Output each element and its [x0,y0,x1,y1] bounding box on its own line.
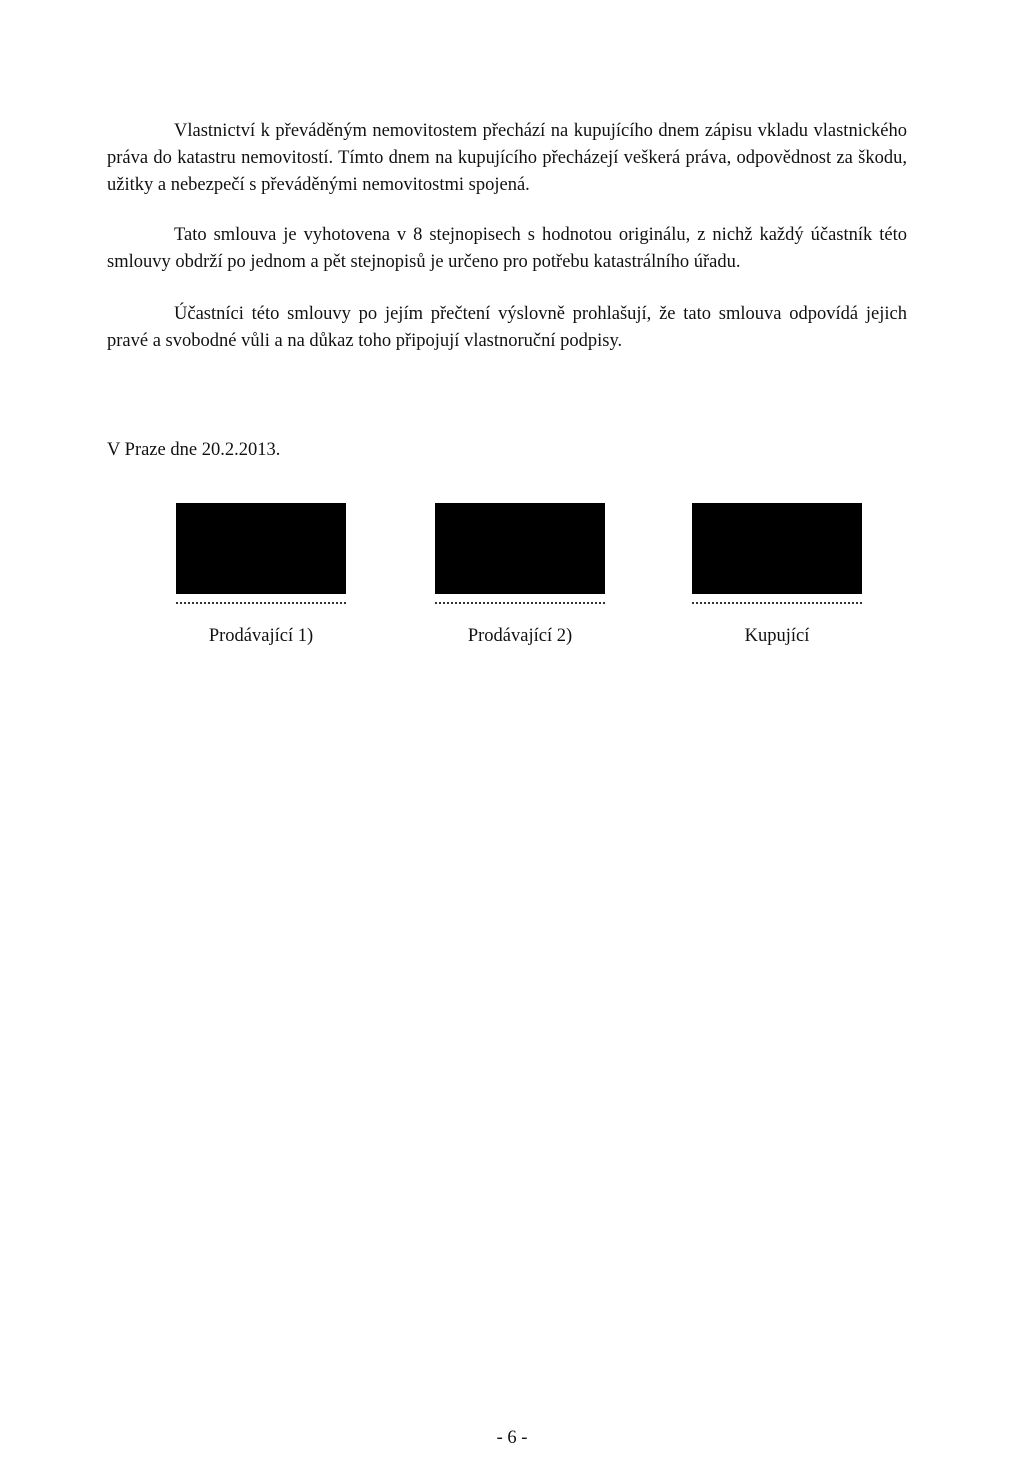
paragraph-copies: Tato smlouva je vyhotovena v 8 stejnopisech s hodnotou originálu, z nichž každý účastník této smlouvy obdrží po jednom a pět stejnopisů je určeno pro potřebu katastrálního úřadu. [107,225,907,272]
redacted-signature [435,503,605,594]
signature-block-seller-2 [435,503,605,648]
signature-line [176,594,346,604]
redacted-signature [692,503,862,594]
signature-block-seller-1 [176,503,346,648]
signature-line [692,594,862,604]
signature-label: Prodávající 2) [467,626,573,646]
paragraph-ownership-transfer: Vlastnictví k převáděným nemovitostem přechází na kupujícího dnem zápisu vkladu vlastnického práva do katastru nemovitostí. Tímto dnem na kupujícího přecházejí veškerá práva, odpovědnost za škodu, užitky a nebezpečí s převáděnými nemovitostmi spojená. [107,121,907,195]
place-and-date: V Praze dne 20.2.2013. [107,440,281,460]
signature-label: Kupující [744,626,810,646]
signature-label: Prodávající 1) [208,626,314,646]
signature-block-buyer [692,503,862,648]
paragraph-declaration: Účastníci této smlouvy po jejím přečtení výslovně prohlašují, že tato smlouva odpovídá jejich pravé a svobodné vůli a na důkaz toho připojují vlastnoruční podpisy. [107,304,907,351]
page-number: - 6 - [496,1428,528,1448]
redacted-signature [176,503,346,594]
signature-line [435,594,605,604]
